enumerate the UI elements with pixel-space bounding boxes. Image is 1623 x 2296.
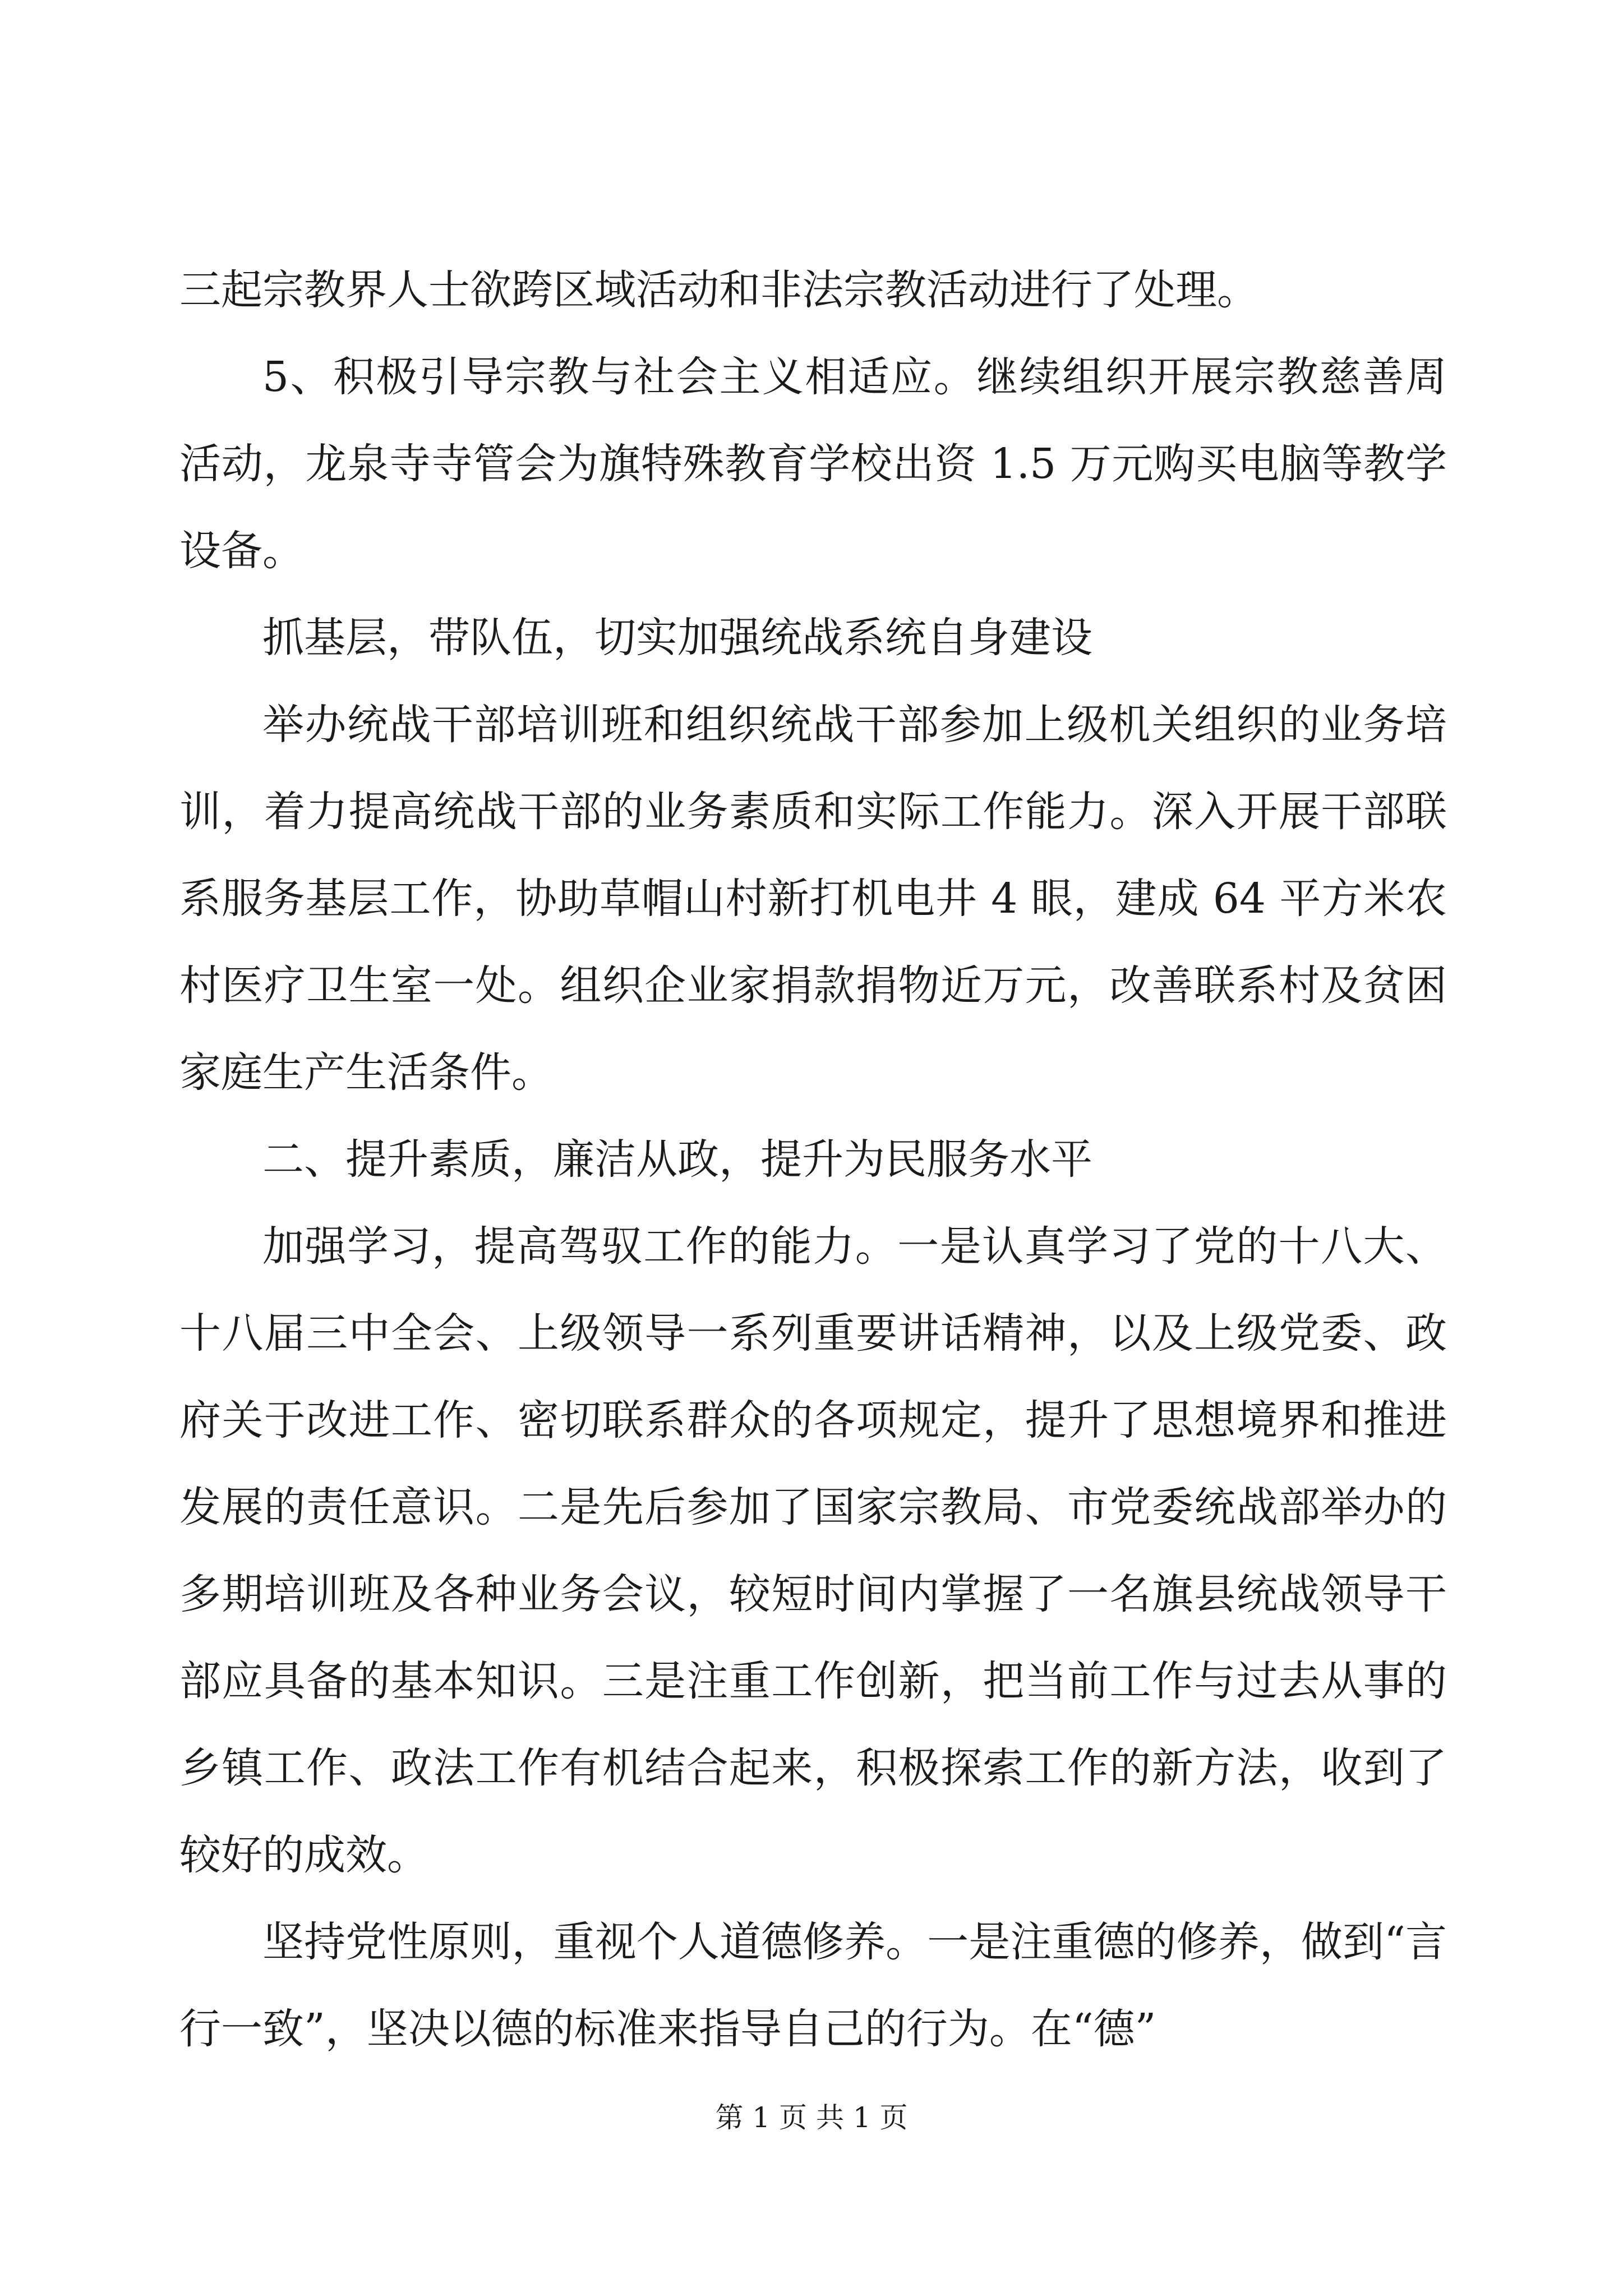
page-footer: 第 1 页 共 1 页	[715, 2101, 908, 2134]
paragraph-2: 5、积极引导宗教与社会主义相适应。继续组织开展宗教慈善周活动，龙泉寺寺管会为旗特殊教育学校出资 1.5 万元购买电脑等教学设备。	[179, 353, 1447, 575]
paragraph-1: 三起宗教界人士欲跨区域活动和非法宗教活动进行了处理。	[179, 266, 1258, 314]
paragraph-3: 举办统战干部培训班和组织统战干部参加上级机关组织的业务培训，着力提高统战干部的业务素质和实际工作能力。深入开展干部联系服务基层工作，协助草帽山村新打机电井 4 眼，建成 64 平方米农村医疗卫生室一处。组织企业家捐款捐物近万元，改善联系村及贫困家庭生产生活条件。	[179, 701, 1447, 1097]
paragraph-4: 加强学习，提高驾驭工作的能力。一是认真学习了党的十八大、十八届三中全会、上级领导一系列重要讲话精神，以及上级党委、政府关于改进工作、密切联系群众的各项规定，提升了思想境界和推进发展的责任意识。二是先后参加了国家宗教局、市党委统战部举办的多期培训班及各种业务会议，较短时间内掌握了一名旗县统战领导干部应具备的基本知识。三是注重工作创新，把当前工作与过去从事的乡镇工作、政法工作有机结合起来，积极探索工作的新方法，收到了较好的成效。	[179, 1222, 1447, 1879]
document-body	[179, 247, 1447, 2073]
paragraph-5: 坚持党性原则，重视个人道德修养。一是注重德的修养，做到“言行一致”，坚决以德的标准来指导自己的行为。在“德”	[179, 1918, 1447, 2053]
section-heading-grassroots: 抓基层，带队伍，切实加强统战系统自身建设	[262, 614, 1092, 662]
section-heading-two: 二、提升素质，廉洁从政，提升为民服务水平	[262, 1135, 1092, 1184]
